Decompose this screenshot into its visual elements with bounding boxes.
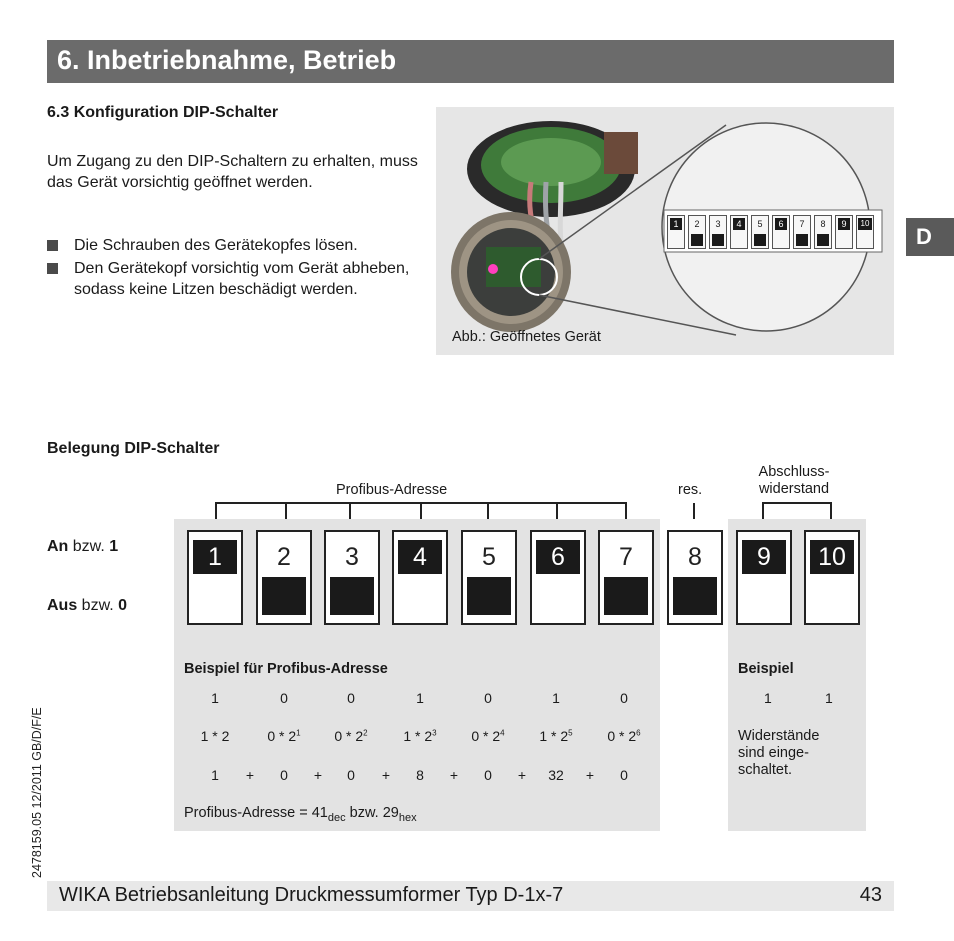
bit-value: 0	[620, 690, 628, 706]
on-label: An bzw. 1	[47, 538, 119, 555]
group-label-abschluss: Abschluss- widerstand	[758, 464, 830, 497]
bit-value: 1	[416, 690, 424, 706]
profibus-address-result: Profibus-Adresse = $41_{dec}$ bzw. $29_{hex}$	[184, 805, 417, 824]
dip-switch-3: 3	[324, 530, 380, 625]
power-term: $0 * 2^4$	[471, 728, 505, 744]
mini-switch: 1	[667, 215, 685, 249]
sum-value: 1	[211, 767, 219, 783]
example2-title: Beispiel	[738, 661, 794, 677]
page-number: 43	[859, 884, 882, 906]
plus-sign: +	[381, 767, 391, 783]
mini-switch: 5	[751, 215, 769, 249]
sum-value: 0	[484, 767, 492, 783]
subsection-title: 6.3 Konfiguration DIP-Schalter	[47, 104, 279, 121]
dip-switch-1: 1	[187, 530, 243, 625]
group-label-res: res.	[678, 482, 703, 498]
dip-switch-9: 9	[736, 530, 792, 625]
bit-value: 1	[825, 690, 833, 706]
sum-value: 0	[347, 767, 355, 783]
dip-switch-10: 10	[804, 530, 860, 625]
example2-note: Widerstände sind einge- schaltet.	[738, 728, 820, 778]
bit-value: 0	[347, 690, 355, 706]
power-term: 1 * 2	[200, 728, 230, 744]
mini-switch: 3	[709, 215, 727, 249]
mini-switch: 6	[772, 215, 790, 249]
bullet-text: Den Gerätekopf vorsichtig vom Gerät abheben, sodass keine Litzen beschädigt werden.	[74, 260, 410, 298]
language-tab: D	[906, 218, 954, 256]
power-term: $0 * 2^6$	[607, 728, 641, 744]
footer-bar	[47, 881, 894, 911]
mini-switch: 9	[835, 215, 853, 249]
sum-value: 0	[280, 767, 288, 783]
bit-value: 0	[280, 690, 288, 706]
power-term: $0 * 2^2$	[334, 728, 368, 744]
sum-value: 32	[548, 767, 564, 783]
power-term: $1 * 2^3$	[403, 728, 437, 744]
section-title: 6. Inbetriebnahme, Betrieb	[57, 45, 397, 75]
sum-value: 0	[620, 767, 628, 783]
bit-value: 1	[552, 690, 560, 706]
power-term: $0 * 2^1$	[267, 728, 301, 744]
plus-sign: +	[585, 767, 595, 783]
footer-text: WIKA Betriebsanleitung Druckmessumformer Typ D-1x-7	[59, 884, 564, 906]
figure-caption: Abb.: Geöffnetes Gerät	[452, 329, 601, 345]
group-label-profibus: Profibus-Adresse	[336, 482, 448, 498]
power-term: $1 * 2^5$	[539, 728, 573, 744]
bit-value: 1	[764, 690, 772, 706]
dip-switch-4: 4	[392, 530, 448, 625]
dip-switch-7: 7	[598, 530, 654, 625]
dip-switch-2: 2	[256, 530, 312, 625]
belegung-title: Belegung DIP-Schalter	[47, 440, 220, 457]
plus-sign: +	[245, 767, 255, 783]
example-title: Beispiel für Profibus-Adresse	[184, 661, 388, 677]
mini-switch: 10	[856, 215, 874, 249]
mini-switch: 2	[688, 215, 706, 249]
bit-value: 1	[211, 690, 219, 706]
mini-switch: 4	[730, 215, 748, 249]
mini-switch: 8	[814, 215, 832, 249]
plus-sign: +	[517, 767, 527, 783]
dip-switch-6: 6	[530, 530, 586, 625]
intro-paragraph: Um Zugang zu den DIP-Schaltern zu erhalten, muss das Gerät vorsichtig geöffnet werden.	[47, 153, 418, 191]
plus-sign: +	[449, 767, 459, 783]
document-code: 2478159.05 12/2011 GB/D/F/E	[30, 707, 44, 878]
sum-value: 8	[416, 767, 424, 783]
bullet-text: Die Schrauben des Gerätekopfes lösen.	[74, 237, 358, 254]
mini-switch: 7	[793, 215, 811, 249]
plus-sign: +	[313, 767, 323, 783]
bit-value: 0	[484, 690, 492, 706]
dip-switch-8: 8	[667, 530, 723, 625]
dip-switch-5: 5	[461, 530, 517, 625]
off-label: Aus bzw. 0	[47, 597, 128, 614]
